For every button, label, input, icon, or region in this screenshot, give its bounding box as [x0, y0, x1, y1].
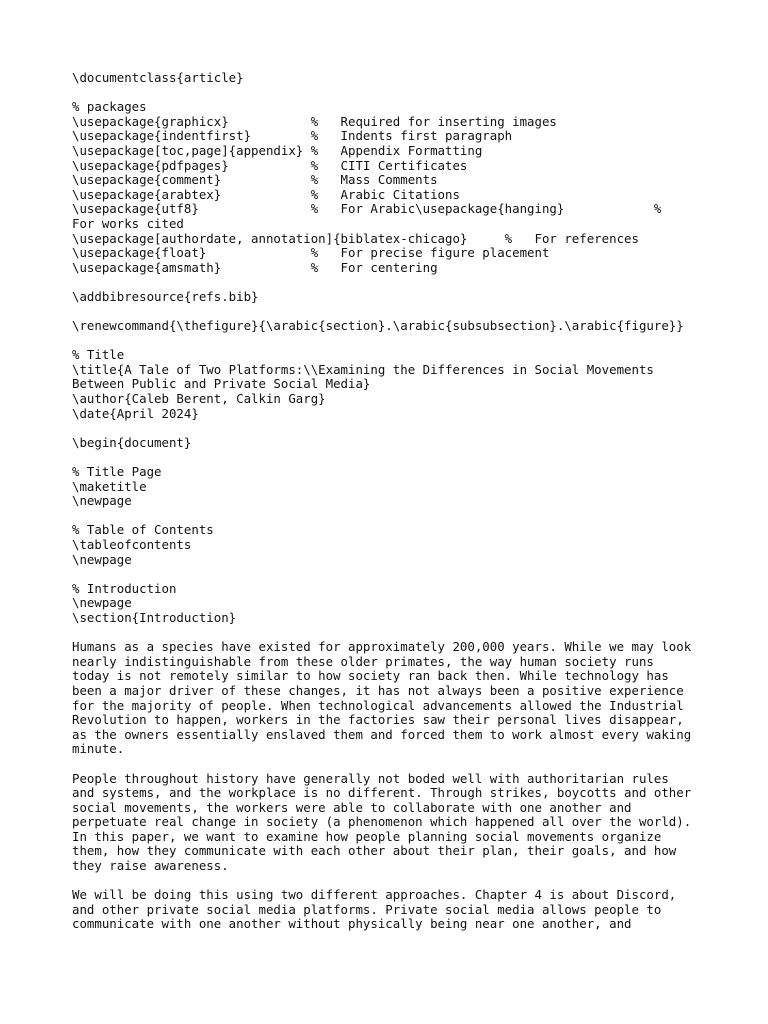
text-line: Revolution to happen, workers in the factories saw their personal lives disappear,	[72, 712, 684, 728]
text-line: % Title Page	[72, 464, 162, 480]
blank-line	[72, 334, 722, 349]
text-line: \newpage	[72, 551, 132, 567]
blank-line	[72, 305, 722, 320]
text-line: and other private social media platforms. Private social media allows people to	[72, 901, 662, 917]
text-line: \tableofcontents	[72, 537, 192, 552]
text-line: minute.	[72, 741, 125, 757]
text-line: been a major driver of these changes, it has not always been a positive experience	[72, 682, 684, 698]
text-line: \usepackage[authordate, annotation]{biblatex-chicago} % For references	[72, 230, 639, 246]
text-line: \usepackage{utf8} % For Arabic\usepackage{hanging} %	[72, 201, 662, 217]
text-line: \addbibresource{refs.bib}	[72, 288, 259, 304]
blank-line	[72, 450, 722, 465]
text-line: \usepackage{float} % For precise figure placement	[72, 245, 550, 261]
latex-source-document	[72, 71, 722, 932]
text-line: \begin{document}	[72, 434, 192, 450]
text-line: \author{Caleb Berent, Calkin Garg}	[72, 391, 326, 407]
text-line: % Introduction	[72, 580, 177, 596]
text-line: \section{Introduction}	[72, 609, 237, 625]
text-line: nearly indistinguishable from these older primates, the way human society runs	[72, 653, 654, 669]
text-line: We will be doing this using two different approaches. Chapter 4 is about Discord,	[72, 887, 677, 903]
text-line: as the owners essentially enslaved them and forced them to work almost every waking	[72, 726, 692, 742]
text-line: \documentclass{article}	[72, 70, 244, 85]
blank-line	[72, 567, 722, 582]
blank-line	[72, 86, 722, 101]
text-line: \date{April 2024}	[72, 405, 199, 421]
text-line: \usepackage{comment} % Mass Comments	[72, 172, 438, 188]
text-line: % Title	[72, 347, 125, 363]
blank-line	[72, 275, 722, 290]
text-line: People throughout history have generally not boded well with authoritarian rules	[72, 770, 669, 786]
text-line: and systems, and the workplace is no different. Through strikes, boycotts and other	[72, 785, 692, 801]
text-line: \title{A Tale of Two Platforms:\\Examining the Differences in Social Movements	[72, 361, 654, 377]
text-line: for the majority of people. When technological advancements allowed the Industrial	[72, 697, 684, 713]
text-line: today is not remotely similar to how society ran back then. While technology has	[72, 668, 669, 684]
text-line: \usepackage{graphicx} % Required for inserting images	[72, 113, 557, 129]
blank-line	[72, 626, 722, 641]
text-line: \usepackage[toc,page]{appendix} % Appendix Formatting	[72, 142, 483, 158]
text-line: % packages	[72, 99, 147, 115]
text-line: Between Public and Private Social Media}	[72, 376, 371, 392]
text-line: them, how they communicate with each other about their plan, their goals, and how	[72, 843, 677, 859]
text-line: \newpage	[72, 493, 132, 509]
text-line: \usepackage{arabtex} % Arabic Citations	[72, 186, 460, 202]
text-line: In this paper, we want to examine how people planning social movements organize	[72, 828, 662, 844]
text-line: they raise awareness.	[72, 858, 229, 874]
text-line: \usepackage{amsmath} % For centering	[72, 259, 438, 275]
text-line: % Table of Contents	[72, 522, 214, 538]
blank-line	[72, 757, 722, 772]
text-line: \newpage	[72, 595, 132, 611]
text-line: \usepackage{indentfirst} % Indents first paragraph	[72, 128, 513, 144]
text-line: \renewcommand{\thefigure}{\arabic{section}.\arabic{subsubsection}.\arabic{figure}}	[72, 318, 684, 334]
text-line: perpetuate real change in society (a phenomenon which happened all over the world).	[72, 814, 692, 830]
text-line: \maketitle	[72, 478, 147, 494]
text-line: social movements, the workers were able to collaborate with one another and	[72, 799, 632, 815]
blank-line	[72, 421, 722, 436]
text-line: For works cited	[72, 215, 184, 231]
text-line: \usepackage{pdfpages} % CITI Certificates	[72, 157, 468, 173]
blank-line	[72, 874, 722, 889]
blank-line	[72, 509, 722, 524]
text-line: Humans as a species have existed for approximately 200,000 years. While we may look	[72, 639, 692, 655]
text-line: communicate with one another without physically being near one another, and	[72, 916, 632, 932]
